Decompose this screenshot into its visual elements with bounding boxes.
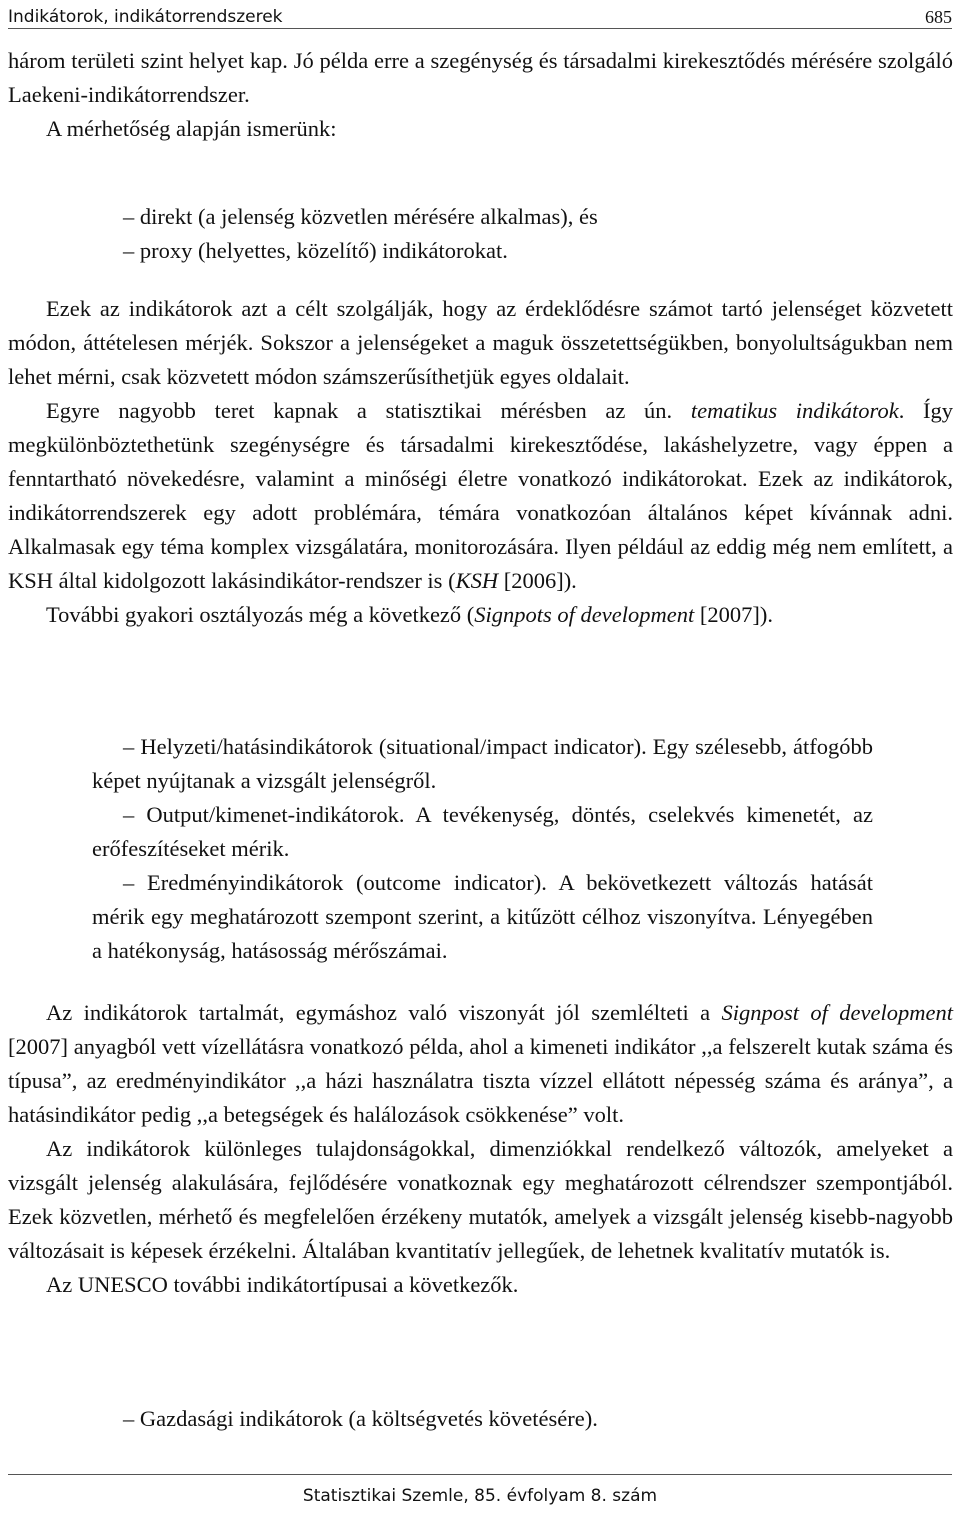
list-item-direct: – direkt (a jelenség közvetlen mérésére alkalmas), és bbox=[123, 204, 598, 229]
paragraph-water-example: Az indikátorok tartalmát, egymáshoz való viszonyát jól szemlélteti a Signpost of development [2007] anyagból vett vízellátásra vonatkozó példa, ahol a kimeneti indikátor ,,a felszerelt kutak száma és típusa”, az eredményindikátor ,,a házi használatra tiszta vízzel ellátott népesség száma és aránya”, a hatásindikátor pedig ,,a betegségek és halálozások csökkenése” volt. bbox=[8, 1000, 953, 1127]
middle-section bbox=[8, 292, 953, 632]
paragraph-thematic-indicators: Egyre nagyobb teret kapnak a statisztikai mérésben az ún. tematikus indikátorok. Így megkülönböztethetünk szegénységre és társadalmi kirekesztődése, lakáshelyzetre, vagy éppen a fenntartható növekedésre, valamint a minőségi életre vonatkozó indikátorokat. Ezek az indikátorok, indikátorrendszerek egy adott problémára, témára vonatkozóan általános képet kívánnak adni. Alkalmasak egy téma komplex vizsgálatára, monitorozására. Ilyen például az eddig még nem említett, a KSH által kidolgozott lakásindikátor-rendszer is (KSH [2006]). bbox=[8, 398, 953, 593]
list-item-output: – Output/kimenet-indikátorok. A tevékenység, döntés, cselekvés kimenetét, az erőfeszítéseket mérik. bbox=[92, 802, 873, 861]
paragraph-unesco: Az UNESCO további indikátortípusai a következők. bbox=[46, 1272, 519, 1297]
running-title: Indikátorok, indikátorrendszerek bbox=[8, 7, 283, 27]
list-item-outcome: – Eredményindikátorok (outcome indicator). A bekövetkezett változás hatását mérik egy meghatározott szempont szerint, a kitűzött célhoz viszonyítva. Lényegében a hatékonyság, hatásosság mérőszámai. bbox=[92, 870, 873, 963]
measurability-list bbox=[8, 200, 953, 268]
list-item-economic: – Gazdasági indikátorok (a költségvetés követésére). bbox=[123, 1406, 598, 1431]
running-header bbox=[8, 0, 952, 29]
paragraph-measurability: A mérhetőség alapján ismerünk: bbox=[46, 116, 337, 141]
unesco-list bbox=[8, 1402, 953, 1436]
paragraph-classification: További gyakori osztályozás még a következő (Signpots of development [2007]). bbox=[46, 602, 773, 627]
paragraph-laeken: három területi szint helyet kap. Jó példa erre a szegénység és társadalmi kirekesztődés mérésére szolgáló Laekeni-indikátorrendszer. bbox=[8, 48, 953, 107]
top-section bbox=[8, 44, 953, 146]
paragraph-indirect-measurement: Ezek az indikátorok azt a célt szolgálják, hogy az érdeklődésre számot tartó jelenséget közvetett módon, áttételesen mérjék. Sokszor a jelenségeket a maguk összetettségükben, bonyolultságukban nem lehet mérni, csak közvetett módon számszerűsíthetjük egyes oldalait. bbox=[8, 296, 953, 389]
journal-citation: Statisztikai Szemle, 85. évfolyam 8. szám bbox=[302, 1486, 658, 1506]
list-item-proxy: – proxy (helyettes, közelítő) indikátorokat. bbox=[123, 238, 508, 263]
paragraph-special-properties: Az indikátorok különleges tulajdonságokkal, dimenziókkal rendelkező változók, amelyeket a vizsgált jelenség alakulására, fejlődésére vonatkoznak egy meghatározott célrendszer szempontjából. Ezek közvetlen, mérhető és megfelelően érzékeny mutatók, amelyek a vizsgált jelenség kisebb-nagyobb változásait is képesek érzékelni. Általában kvantitatív jellegűek, de lehetnek kvalitatív mutatók is. bbox=[8, 1136, 953, 1263]
running-footer bbox=[8, 1474, 952, 1517]
indicator-type-list bbox=[8, 730, 953, 968]
bottom-section bbox=[8, 996, 953, 1302]
page-number: 685 bbox=[925, 7, 952, 27]
list-item-impact: – Helyzeti/hatásindikátorok (situational/impact indicator). Egy szélesebb, átfogóbb képet nyújtanak a vizsgált jelenségről. bbox=[92, 734, 873, 793]
